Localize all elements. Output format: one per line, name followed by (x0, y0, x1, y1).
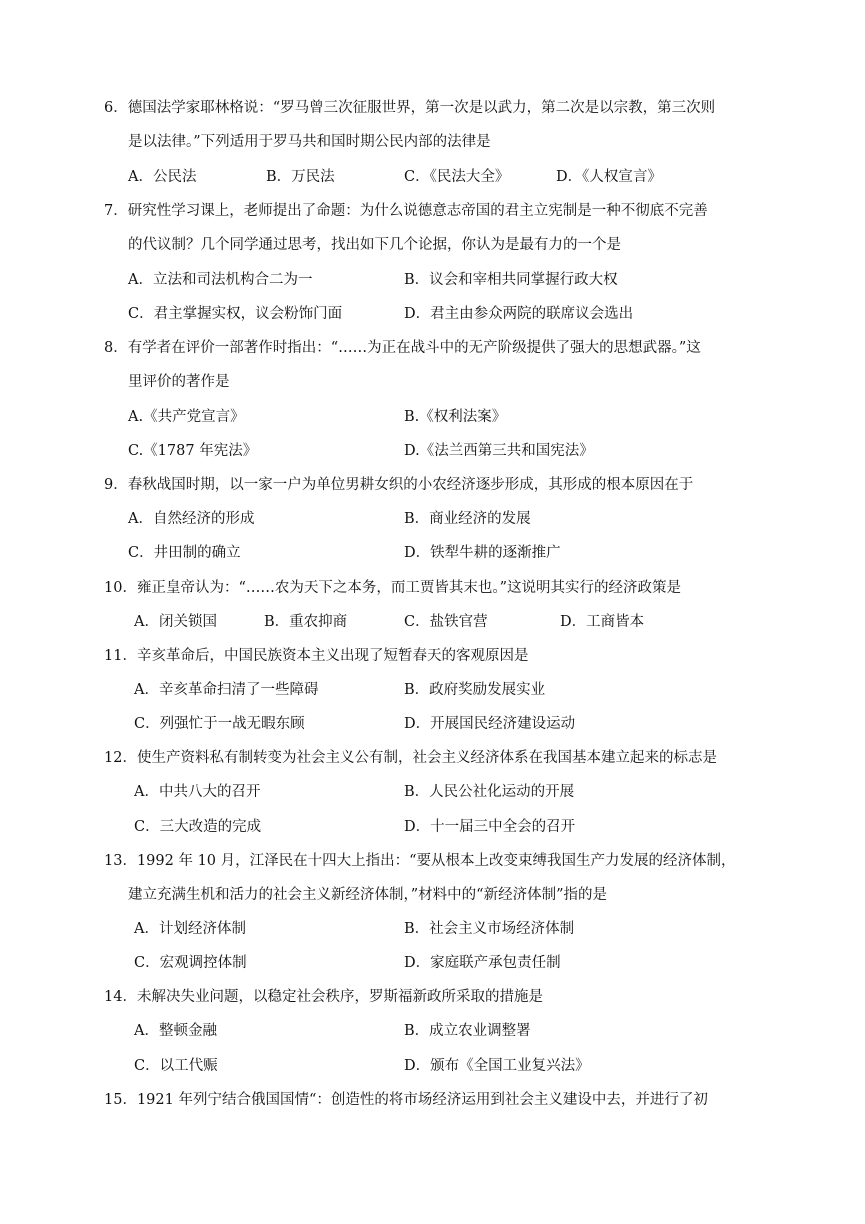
question-number: 12． (104, 750, 137, 766)
option-b: B.《权利法案》 (404, 409, 507, 425)
option-b: B．政府奖励发展实业 (404, 682, 546, 698)
question-text: 未解决失业问题，以稳定社会秩序，罗斯福新政所采取的措施是 (136, 989, 543, 1005)
option-d: D．开展国民经济建设运动 (404, 716, 576, 732)
option-b: B．社会主义市场经济体制 (404, 921, 575, 937)
option-b: B．重农抑商 (264, 614, 348, 630)
question-number: 7． (104, 203, 128, 219)
option-a: A．计划经济体制 (134, 921, 246, 937)
option-a: A．整顿金融 (134, 1023, 217, 1039)
question-number: 11． (104, 648, 137, 664)
question-text-continued: 的代议制？几个同学通过思考，找出如下几个论据，你认为是最有力的一个是 (128, 237, 621, 253)
question-number: 13． (104, 853, 137, 869)
question-10 (104, 576, 774, 597)
option-c: C．井田制的确立 (128, 545, 241, 561)
option-b: B．人民公社化运动的开展 (404, 784, 575, 800)
question-text: 春秋战国时期，以一家一户为单位男耕女织的小农经济逐步形成，其形成的根本原因在于 (127, 477, 694, 493)
option-c: C．君主掌握实权，议会粉饰门面 (128, 306, 343, 322)
option-b: B．万民法 (266, 169, 335, 185)
question-number: 14． (104, 989, 137, 1005)
question-11 (104, 644, 774, 665)
option-c: C．宏观调控体制 (134, 955, 247, 971)
option-b: B．商业经济的发展 (404, 511, 531, 527)
option-a: A.《共产党宣言》 (128, 409, 245, 425)
question-12 (104, 746, 774, 767)
question-14 (104, 985, 774, 1006)
question-13 (104, 849, 774, 870)
option-a: A．闭关锁国 (134, 614, 217, 630)
option-d: D．十一届三中全会的召开 (404, 819, 576, 835)
question-7 (104, 199, 774, 220)
question-9 (104, 473, 774, 494)
question-text: 1921 年列宁结合俄国国情“：创造性的将市场经济运用到社会主义建设中去，并进行了初 (136, 1092, 708, 1108)
question-text: 有学者在评价一部著作时指出：“……为正在战斗中的无产阶级提供了强大的思想武器。”这 (127, 340, 701, 356)
option-c: C．列强忙于一战无暇东顾 (134, 716, 305, 732)
option-a: A．自然经济的形成 (128, 511, 255, 527)
question-text: 辛亥革命后，中国民族资本主义出现了短暂春天的客观原因是 (136, 648, 529, 664)
question-number: 9． (104, 477, 128, 493)
option-a: A．中共八大的召开 (134, 784, 261, 800)
question-text: 雍正皇帝认为：“……农为天下之本务，而工贾皆其末也。”这说明其实行的经济政策是 (136, 580, 682, 596)
question-number: 8． (104, 340, 128, 356)
question-text-continued: 是以法律。”下列适用于罗马共和国时期公民内部的法律是 (128, 134, 491, 150)
option-d: D．《人权宣言》 (556, 169, 662, 185)
option-a: A．公民法 (128, 169, 197, 185)
option-c: C．以工代赈 (134, 1058, 218, 1074)
question-number: 6． (104, 100, 128, 116)
option-c: C．《民法大全》 (404, 169, 510, 185)
option-a: A．立法和司法机构合二为一 (128, 272, 313, 288)
question-text: 使生产资料私有制转变为社会主义公有制，社会主义经济体系在我国基本建立起来的标志是 (136, 750, 717, 766)
option-d: D．铁犁牛耕的逐渐推广 (404, 545, 561, 561)
question-8 (104, 336, 774, 357)
option-d: D.《法兰西第三共和国宪法》 (404, 443, 594, 459)
option-d: D．颁布《全国工业复兴法》 (404, 1058, 590, 1074)
question-text: 研究性学习课上，老师提出了命题：为什么说德意志帝国的君主立宪制是一种不彻底不完善 (127, 203, 708, 219)
option-c: C.《1787 年宪法》 (128, 443, 258, 459)
option-b: B．议会和宰相共同掌握行政大权 (404, 272, 618, 288)
question-text: 德国法学家耶林格说：“罗马曾三次征服世界，第一次是以武力，第二次是以宗教，第三次则 (127, 100, 716, 116)
question-number: 10． (104, 580, 137, 596)
question-6 (104, 96, 774, 117)
option-a: A．辛亥革命扫清了一些障碍 (134, 682, 319, 698)
question-text-continued: 里评价的著作是 (128, 374, 230, 390)
option-c: C．三大改造的完成 (134, 819, 262, 835)
question-text: 1992 年 10 月，江泽民在十四大上指出：“要从根本上改变束缚我国生产力发展的经济体制， (136, 853, 736, 869)
option-d: D．家庭联产承包责任制 (404, 955, 561, 971)
option-c: C．盐铁官营 (404, 614, 488, 630)
option-d: D．君主由参众两院的联席议会选出 (404, 306, 634, 322)
option-d: D．工商皆本 (560, 614, 645, 630)
option-b: B．成立农业调整署 (404, 1023, 531, 1039)
question-15 (104, 1088, 774, 1109)
question-text-continued: 建立充满生机和活力的社会主义新经济体制，”材料中的“新经济体制”指的是 (128, 887, 607, 903)
question-number: 15． (104, 1092, 137, 1108)
